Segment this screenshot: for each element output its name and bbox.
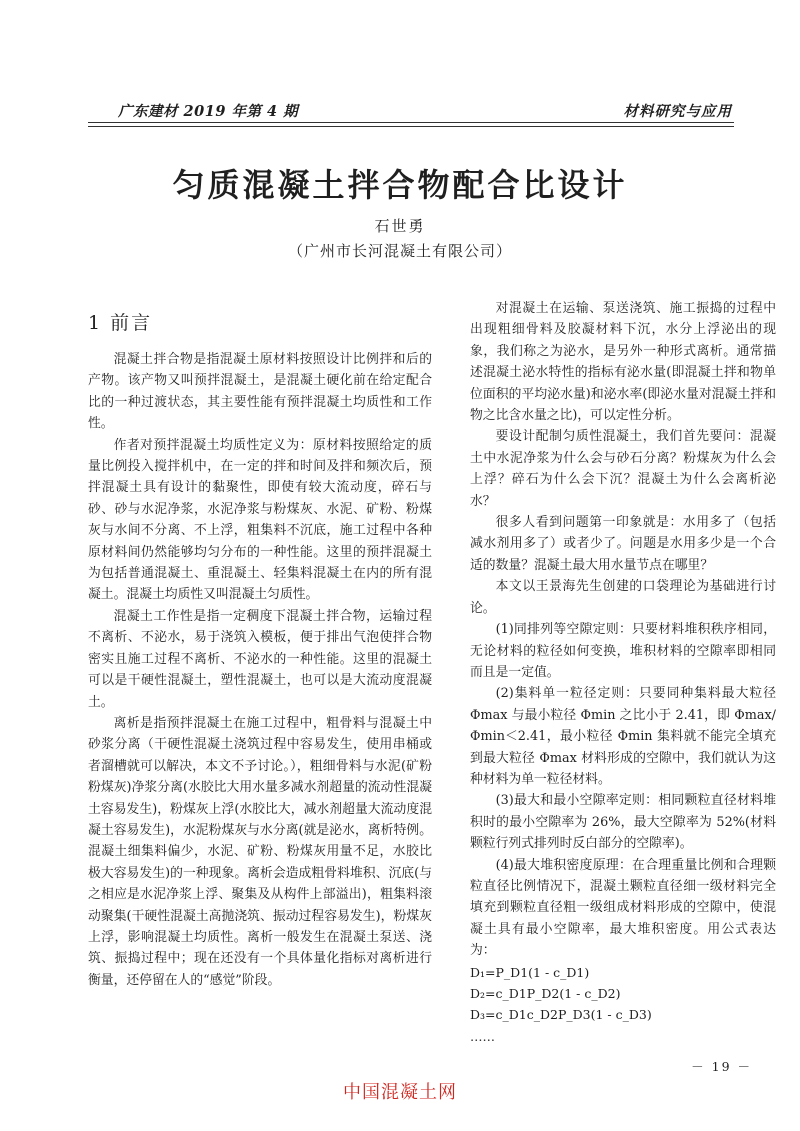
formula-line: D₃=c_D1c_D2P_D3(1 - c_D3) bbox=[470, 1007, 652, 1023]
footer-watermark: 中国混凝土网 bbox=[343, 1082, 457, 1103]
paragraph: 本文以王景海先生创建的口袋理论为基础进行讨论。 bbox=[470, 579, 776, 616]
page-number: － 19 － bbox=[691, 1059, 752, 1074]
paragraph: 很多人看到问题第一印象就是：水用多了（包括减水剂用多了）或者少了。问题是水用多少是一个合适的数量？混凝土最大用水量节点在哪里？ bbox=[470, 515, 776, 573]
paragraph: (1)同排列等空隙定则：只要材料堆积秩序相同，无论材料的粒径如何变换，堆积材料的空隙率即相同而且是一定值。 bbox=[470, 622, 776, 680]
formula-ellipsis: …… bbox=[470, 1028, 495, 1044]
category-header: 材料研究与应用 bbox=[623, 103, 732, 120]
paragraph: (4)最大堆积密度原理：在合理重量比例和合理颗粒直径比例情况下，混凝土颗粒直径细一级材料完全填充到颗粒直径粗一级组成材料形成的空隙中，使混凝土具有最小空隙率，最大堆积密度。用公式表达为： bbox=[470, 857, 776, 959]
paragraph: 混凝土工作性是指一定稠度下混凝土拌合物，运输过程不离析、不泌水，易于浇筑入模板，便于排出气泡使拌合物密实且施工过程不离析、不泌水的一种性能。这里的混凝土可以是干硬性混凝土，塑性混凝土，也可以是大流动度混凝土。 bbox=[88, 608, 432, 710]
article-title: 匀质混凝土拌合物配合比设计 bbox=[172, 166, 628, 204]
paragraph: 要设计配制匀质性混凝土，我们首先要问：混凝土中水泥净浆为什么会与砂石分离？粉煤灰为什么会上浮？碎石为什么会下沉？混凝土为什么会离析泌水？ bbox=[470, 429, 776, 509]
formula-line: D₁=P_D1(1 - c_D1) bbox=[470, 964, 590, 980]
left-column bbox=[88, 310, 432, 991]
paragraph: 对混凝土在运输、泵送浇筑、施工振捣的过程中出现粗细骨料及胶凝材料下沉，水分上浮泌出的现象，我们称之为泌水，是另外一种形式离析。通常描述混凝土泌水特性的指标有泌水量(即混凝土拌和物单位面积的平均泌水量)和泌水率(即泌水量对混凝土拌和物之比含水量之比)，可以定性分析。 bbox=[470, 301, 776, 424]
header-rule-secondary bbox=[88, 126, 734, 127]
right-column bbox=[470, 298, 776, 1047]
section-heading: 1 前言 bbox=[88, 312, 153, 334]
formula-line: D₂=c_D1P_D2(1 - c_D2) bbox=[470, 986, 621, 1001]
header-rule bbox=[88, 122, 734, 123]
author-affiliation: （广州市长河混凝土有限公司） bbox=[287, 242, 512, 260]
paragraph: 作者对预拌混凝土均质性定义为：原材料按照给定的质量比例投入搅拌机中，在一定的拌和时间及拌和频次后，预拌混凝土具有设计的黏聚性，即使有较大流动度，碎石与砂、砂与水泥净浆，水泥净浆与粉煤灰、水泥、矿粉、粉煤灰与水间不分离、不上浮，粗集料不沉底，施工过程中各种原材料间仍然能够均匀分布的一种性能。这里的预拌混凝土为包括普通混凝土、重混凝土、轻集料混凝土在内的所有混凝土。混凝土均质性又叫混凝土匀质性。 bbox=[88, 437, 432, 603]
paragraph: (3)最大和最小空隙率定则：相同颗粒直径材料堆积时的最小空隙率为 26%，最大空隙率为 52%(材料颗粒行列式排列时反白部分的空隙率)。 bbox=[470, 793, 776, 852]
paragraph: 混凝土拌合物是指混凝土原材料按照设计比例拌和后的产物。该产物又叫预拌混凝土，是混凝土硬化前在给定配合比的一种过渡状态，其主要性能有预拌混凝土均质性和工作性。 bbox=[88, 352, 432, 432]
paragraph: 离析是指预拌混凝土在施工过程中，粗骨料与混凝土中砂浆分离（干硬性混凝土浇筑过程中容易发生，使用串桶或者溜槽就可以解决，本文不予讨论。），粗细骨料与水泥(矿粉粉煤灰)净浆分离(水胶比大用水量多减水剂超量的流动性混凝土容易发生)，粉煤灰上浮(水胶比大，减水剂超量大流动度混凝土容易发生)，水泥粉煤灰与水分离(就是泌水，离析特例。混凝土细集料偏少，水泥、矿粉、粉煤灰用量不足，水胶比极大容易发生)的一种现象。离析会造成粗骨料堆积、沉底(与之相应是水泥净浆上浮、聚集及从构件上部溢出)，粗集料滚动聚集(干硬性混凝土高抛浇筑、振动过程容易发生)，粉煤灰上浮，影响混凝土均质性。离析一般发生在混凝土泵送、浇筑、振捣过程中；现在还没有一个具体量化指标对离析进行衡量，还停留在人的“感觉”阶段。 bbox=[88, 715, 432, 988]
journal-header: 广东建材 2019 年第 4 期 bbox=[118, 103, 299, 120]
paragraph: (2)集料单一粒径定则：只要同种集料最大粒径 Φmax 与最小粒径 Φmin 之比小于 2.41，即 Φmax/Φmin＜2.41，最小粒径 Φmin 集料就不能完全填充到最大粒径 Φmax 材料形成的空隙中，我们就认为这种材料为单一粒径材料。 bbox=[470, 686, 776, 787]
article-author: 石世勇 bbox=[374, 217, 426, 235]
